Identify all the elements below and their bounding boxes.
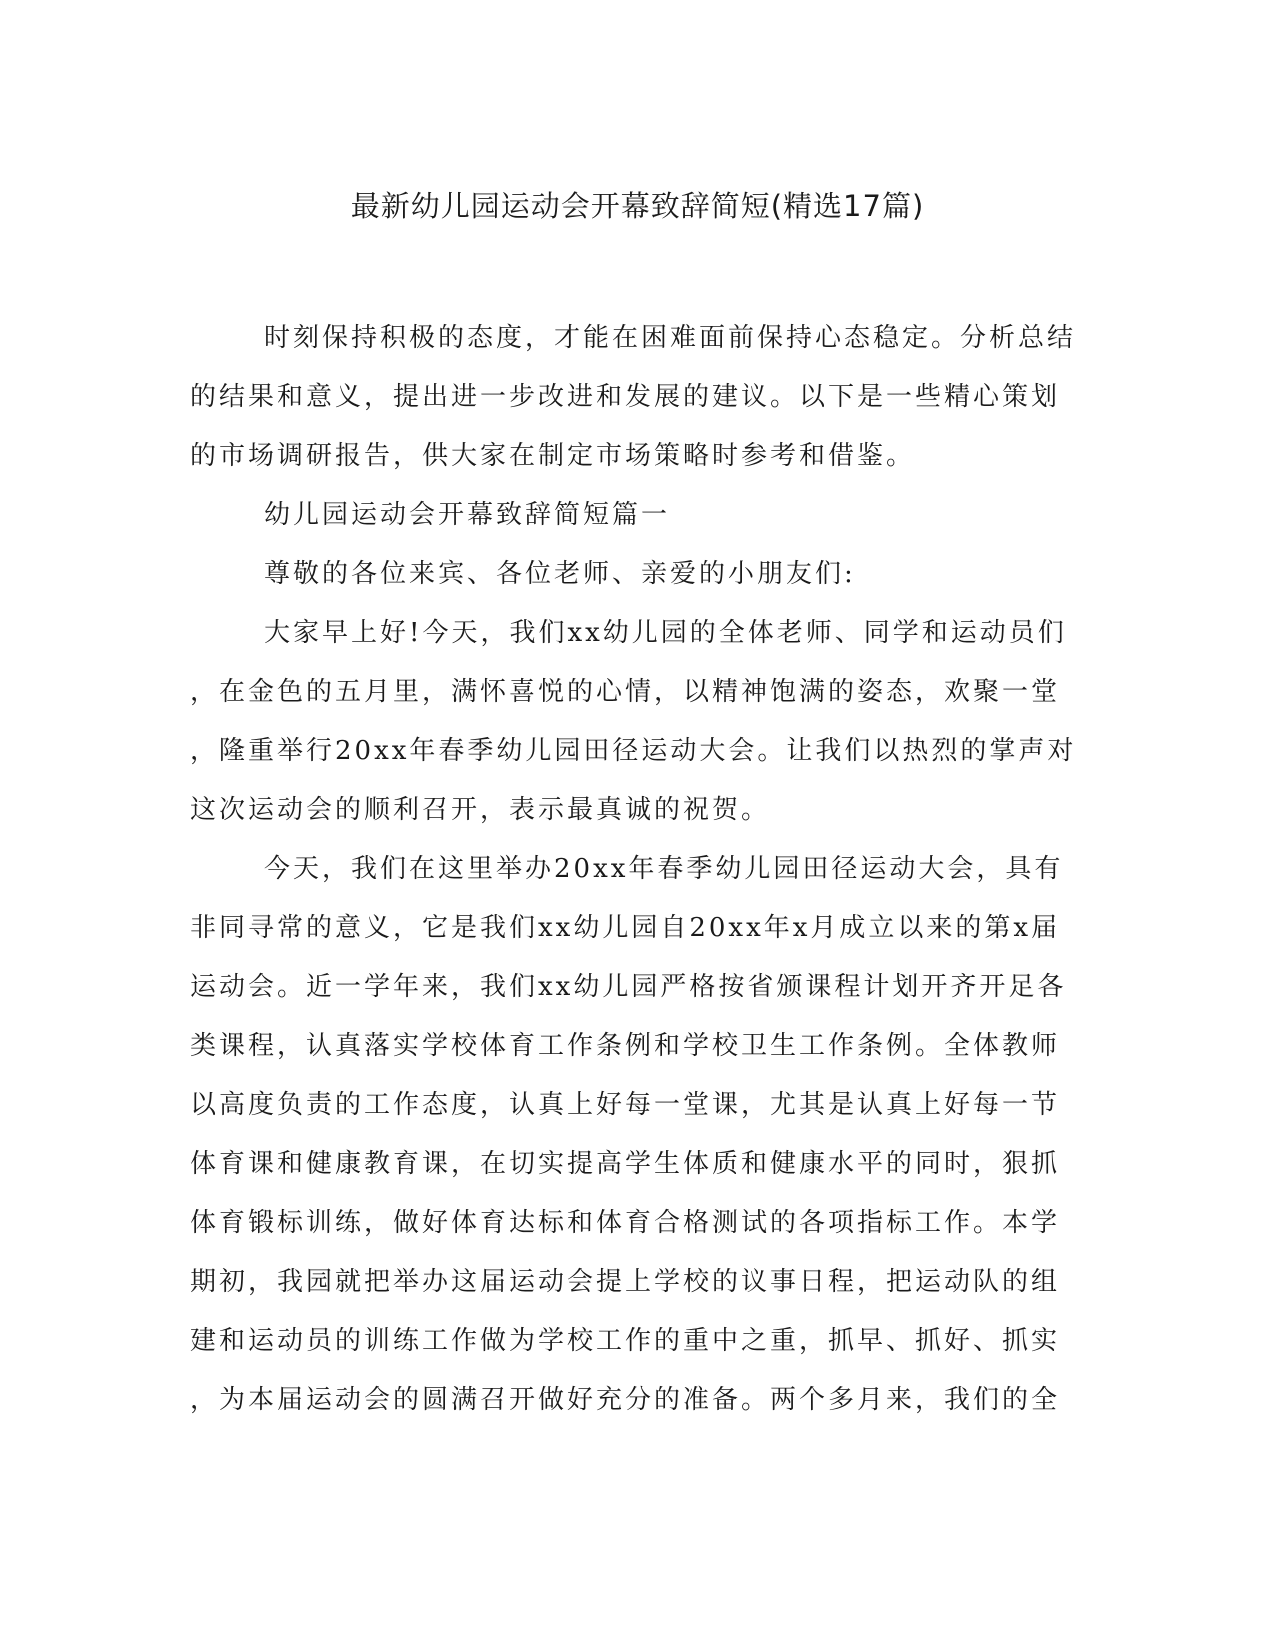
paragraph-line: 时刻保持积极的态度，才能在困难面前保持心态稳定。分析总结 bbox=[264, 323, 1077, 353]
paragraph-line: ，为本届运动会的圆满召开做好充分的准备。两个多月来，我们的全 bbox=[190, 1385, 1061, 1415]
paragraph-line: 类课程，认真落实学校体育工作条例和学校卫生工作条例。全体教师 bbox=[190, 1031, 1061, 1061]
paragraph-line: 期初，我园就把举办这届运动会提上学校的议事日程，把运动队的组 bbox=[190, 1267, 1061, 1297]
paragraph-line: ，隆重举行20xx年春季幼儿园田径运动大会。让我们以热烈的掌声对 bbox=[190, 736, 1077, 766]
paragraph-line: 建和运动员的训练工作做为学校工作的重中之重，抓早、抓好、抓实 bbox=[190, 1326, 1061, 1356]
paragraph-line: 今天，我们在这里举办20xx年春季幼儿园田径运动大会，具有 bbox=[264, 854, 1064, 884]
paragraph-line: 非同寻常的意义，它是我们xx幼儿园自20xx年x月成立以来的第x届 bbox=[190, 913, 1061, 943]
paragraph-line: 的市场调研报告，供大家在制定市场策略时参考和借鉴。 bbox=[190, 441, 916, 471]
document-title: 最新幼儿园运动会开幕致辞简短(精选17篇) bbox=[350, 189, 925, 223]
salutation: 尊敬的各位来宾、各位老师、亲爱的小朋友们: bbox=[264, 559, 856, 589]
paragraph-line: 的结果和意义，提出进一步改进和发展的建议。以下是一些精心策划 bbox=[190, 382, 1061, 412]
paragraph-line: ，在金色的五月里，满怀喜悦的心情，以精神饱满的姿态，欢聚一堂 bbox=[190, 677, 1061, 707]
paragraph-line: 运动会。近一学年来，我们xx幼儿园严格按省颁课程计划开齐开足各 bbox=[190, 972, 1067, 1002]
paragraph-line: 以高度负责的工作态度，认真上好每一堂课，尤其是认真上好每一节 bbox=[190, 1090, 1061, 1120]
paragraph-line: 体育课和健康教育课，在切实提高学生体质和健康水平的同时，狠抓 bbox=[190, 1149, 1061, 1179]
paragraph-line: 体育锻标训练，做好体育达标和体育合格测试的各项指标工作。本学 bbox=[190, 1208, 1061, 1238]
paragraph-line: 大家早上好!今天，我们xx幼儿园的全体老师、同学和运动员们 bbox=[264, 618, 1067, 648]
paragraph-line: 这次运动会的顺利召开，表示最真诚的祝贺。 bbox=[190, 795, 771, 825]
section-heading: 幼儿园运动会开幕致辞简短篇一 bbox=[264, 500, 671, 530]
